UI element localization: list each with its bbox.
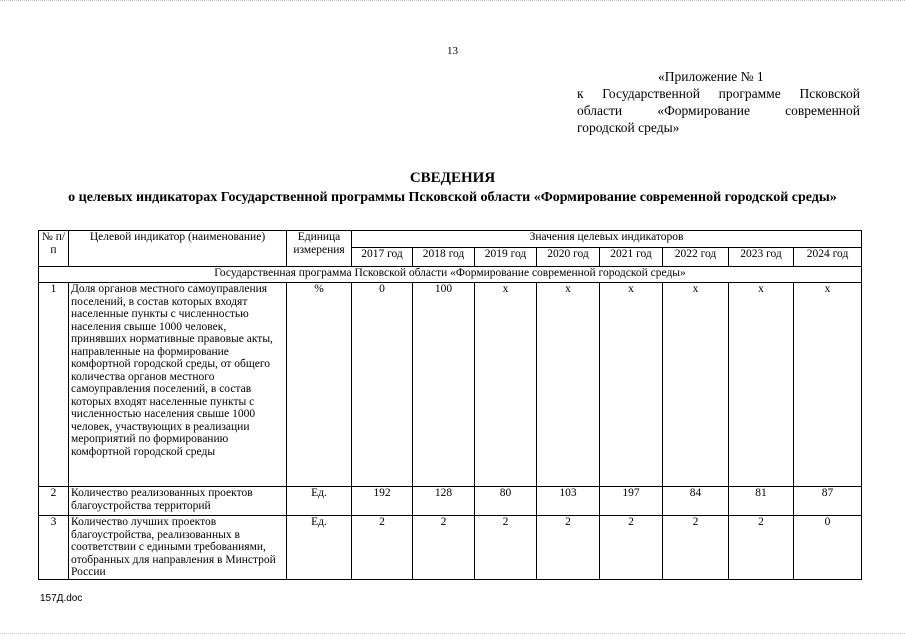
year-header: 2020 год — [537, 248, 600, 267]
row-value: 2 — [475, 516, 537, 580]
row-value: 197 — [600, 487, 663, 516]
row-value: 2 — [600, 516, 663, 580]
row-value: 87 — [794, 487, 862, 516]
row-indicator-name: Количество лучших проектов благоустройства, реализованных в соответствии с едиными требованиями, отобранных для направления в Минстрой России — [69, 516, 287, 580]
row-value: 81 — [729, 487, 794, 516]
row-num: 1 — [39, 283, 69, 487]
page-number: 13 — [447, 45, 458, 57]
program-row — [39, 267, 862, 283]
row-value: x — [475, 283, 537, 487]
appendix-line-3: области «Формирование современной — [577, 103, 860, 118]
year-header: 2024 год — [794, 248, 862, 267]
header-row — [39, 231, 862, 248]
row-unit: % — [287, 283, 352, 487]
row-value: 2 — [663, 516, 729, 580]
year-header: 2021 год — [600, 248, 663, 267]
file-name-footer: 157Д.doc — [40, 593, 83, 604]
document-subtitle: о целевых индикаторах Государственной программы Псковской области «Формирование современной городской среды» — [68, 190, 837, 205]
row-value: x — [537, 283, 600, 487]
row-value: 100 — [413, 283, 475, 487]
row-value: 128 — [413, 487, 475, 516]
row-value: x — [794, 283, 862, 487]
year-header: 2018 год — [413, 248, 475, 267]
header-unit: Единица измерения — [287, 231, 352, 267]
appendix-line-1: «Приложение № 1 — [658, 69, 764, 84]
year-header: 2022 год — [663, 248, 729, 267]
row-value: 103 — [537, 487, 600, 516]
row-value: 0 — [794, 516, 862, 580]
row-value: 84 — [663, 487, 729, 516]
row-value: x — [663, 283, 729, 487]
row-unit: Ед. — [287, 516, 352, 580]
row-num: 3 — [39, 516, 69, 580]
row-unit: Ед. — [287, 487, 352, 516]
header-name: Целевой индикатор (наименование) — [69, 231, 287, 267]
row-indicator-name: Количество реализованных проектов благоустройства территорий — [69, 487, 287, 516]
row-indicator-name: Доля органов местного самоуправления поселений, в состав которых входят населенные пункты с численностью населения свыше 1000 человек, принявших нормативные правовые акты, направленные на формирование комфортной городской среды, от общего количества органов местного самоуправления поселений, в состав которых входят населенные пункты с численностью населения свыше 1000 человек, участвующих в реализации мероприятий по формированию комфортной городской среды — [69, 283, 287, 487]
year-header: 2023 год — [729, 248, 794, 267]
table-row — [39, 283, 862, 487]
program-title-cell: Государственная программа Псковской области «Формирование современной городской среды» — [39, 267, 862, 283]
row-value: 2 — [352, 516, 413, 580]
row-value: 0 — [352, 283, 413, 487]
document-title: СВЕДЕНИЯ — [409, 170, 496, 186]
row-value: x — [600, 283, 663, 487]
year-header: 2019 год — [475, 248, 537, 267]
table-row — [39, 516, 862, 580]
row-value: 192 — [352, 487, 413, 516]
header-values-group: Значения целевых индикаторов — [352, 231, 862, 248]
row-value: 80 — [475, 487, 537, 516]
row-value: 2 — [537, 516, 600, 580]
year-header: 2017 год — [352, 248, 413, 267]
header-num: № п/п — [39, 231, 69, 267]
scan-edge-bottom — [0, 633, 905, 637]
row-num: 2 — [39, 487, 69, 516]
row-value: 2 — [729, 516, 794, 580]
appendix-line-2: к Государственной программе Псковской — [577, 86, 860, 101]
appendix-line-4: городской среды» — [577, 120, 680, 135]
appendix-header — [577, 68, 860, 136]
table-row — [39, 487, 862, 516]
scan-edge-top — [0, 0, 905, 4]
indicators-table — [38, 230, 862, 580]
row-value: 2 — [413, 516, 475, 580]
row-value: x — [729, 283, 794, 487]
